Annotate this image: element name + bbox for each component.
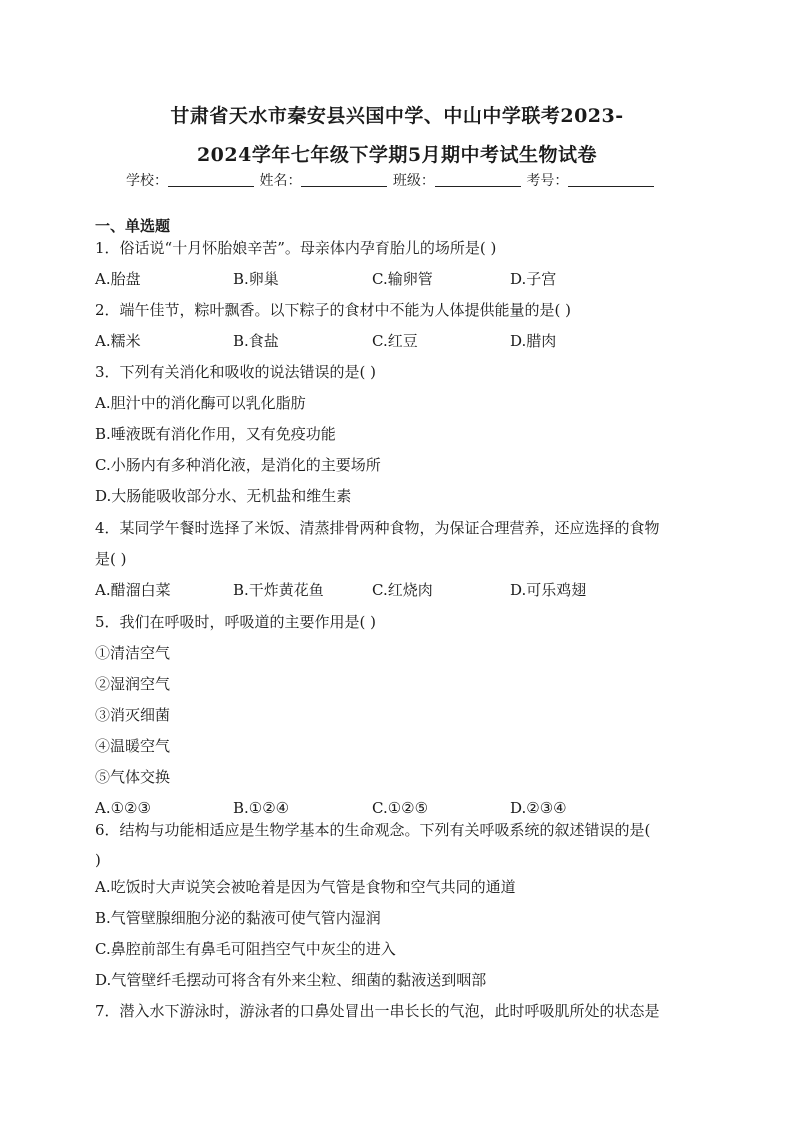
question-2-stem: 2．端午佳节，粽叶飘香。以下粽子的食材中不能为人体提供能量的是( ) bbox=[95, 301, 572, 319]
question-5-item-4: ④温暖空气 bbox=[95, 737, 171, 755]
question-5-item-1: ①清洁空气 bbox=[95, 644, 171, 662]
exam-number-blank bbox=[568, 172, 654, 187]
question-1-option-c: C.输卵管 bbox=[372, 270, 433, 288]
question-4-option-a: A.醋溜白菜 bbox=[95, 581, 171, 599]
exam-title-line1: 甘肃省天水市秦安县兴国中学、中山中学联考2023- bbox=[170, 105, 624, 127]
question-6-stem-line2: ) bbox=[95, 851, 101, 869]
question-6-option-d: D.气管壁纤毛摆动可将含有外来尘粒、细菌的黏液送到咽部 bbox=[95, 971, 487, 989]
question-3-stem: 3．下列有关消化和吸收的说法错误的是( ) bbox=[95, 363, 377, 381]
name-label: 姓名： bbox=[259, 173, 302, 189]
exam-title-line2: 2024学年七年级下学期5月期中考试生物试卷 bbox=[196, 144, 598, 166]
question-6-stem-line1: 6．结构与功能相适应是生物学基本的生命观念。下列有关呼吸系统的叙述错误的是( bbox=[95, 821, 651, 839]
question-2-option-a: A.糯米 bbox=[95, 332, 141, 350]
question-1-stem: 1．俗话说“十月怀胎娘辛苦”。母亲体内孕育胎儿的场所是( ) bbox=[95, 239, 497, 257]
question-3-option-d: D.大肠能吸收部分水、无机盐和维生素 bbox=[95, 487, 352, 505]
section-title: 一、单选题 bbox=[95, 217, 171, 235]
question-5-item-5: ⑤气体交换 bbox=[95, 768, 171, 786]
question-2-option-b: B.食盐 bbox=[233, 332, 279, 350]
question-4-stem-line1: 4．某同学午餐时选择了米饭、清蒸排骨两种食物，为保证合理营养，还应选择的食物 bbox=[95, 519, 660, 537]
name-blank bbox=[301, 172, 387, 187]
question-6-option-a: A.吃饭时大声说笑会被呛着是因为气管是食物和空气共同的通道 bbox=[95, 878, 516, 896]
school-blank bbox=[168, 172, 254, 187]
question-1-option-b: B.卵巢 bbox=[233, 270, 279, 288]
question-5-option-d: D.②③④ bbox=[510, 799, 567, 817]
question-2-option-c: C.红豆 bbox=[372, 332, 418, 350]
question-4-option-b: B.干炸黄花鱼 bbox=[233, 581, 324, 599]
question-3-option-b: B.唾液既有消化作用，又有免疫功能 bbox=[95, 425, 336, 443]
question-3-option-a: A.胆汁中的消化酶可以乳化脂肪 bbox=[95, 394, 306, 412]
question-4-option-d: D.可乐鸡翅 bbox=[510, 581, 587, 599]
question-5-item-3: ③消灭细菌 bbox=[95, 706, 171, 724]
question-1-option-a: A.胎盘 bbox=[95, 270, 141, 288]
exam-number-label: 考号： bbox=[526, 173, 569, 189]
question-5-option-c: C.①②⑤ bbox=[372, 799, 429, 817]
question-1-option-d: D.子宫 bbox=[510, 270, 557, 288]
school-label: 学校： bbox=[126, 173, 168, 189]
question-2-option-d: D.腊肉 bbox=[510, 332, 557, 350]
question-3-option-c: C.小肠内有多种消化液，是消化的主要场所 bbox=[95, 456, 381, 474]
student-info-row bbox=[126, 170, 655, 190]
class-label: 班级： bbox=[392, 173, 435, 189]
question-5-option-a: A.①②③ bbox=[95, 799, 151, 817]
question-7-stem: 7．潜入水下游泳时，游泳者的口鼻处冒出一串长长的气泡，此时呼吸肌所处的状态是 bbox=[95, 1002, 660, 1020]
question-4-option-c: C.红烧肉 bbox=[372, 581, 433, 599]
question-6-option-c: C.鼻腔前部生有鼻毛可阻挡空气中灰尘的进入 bbox=[95, 940, 396, 958]
question-5-stem: 5．我们在呼吸时，呼吸道的主要作用是( ) bbox=[95, 613, 377, 631]
question-5-item-2: ②湿润空气 bbox=[95, 675, 171, 693]
class-blank bbox=[435, 172, 521, 187]
question-6-option-b: B.气管壁腺细胞分泌的黏液可使气管内湿润 bbox=[95, 909, 381, 927]
question-5-option-b: B.①②④ bbox=[233, 799, 290, 817]
question-4-stem-line2: 是( ) bbox=[95, 550, 127, 568]
